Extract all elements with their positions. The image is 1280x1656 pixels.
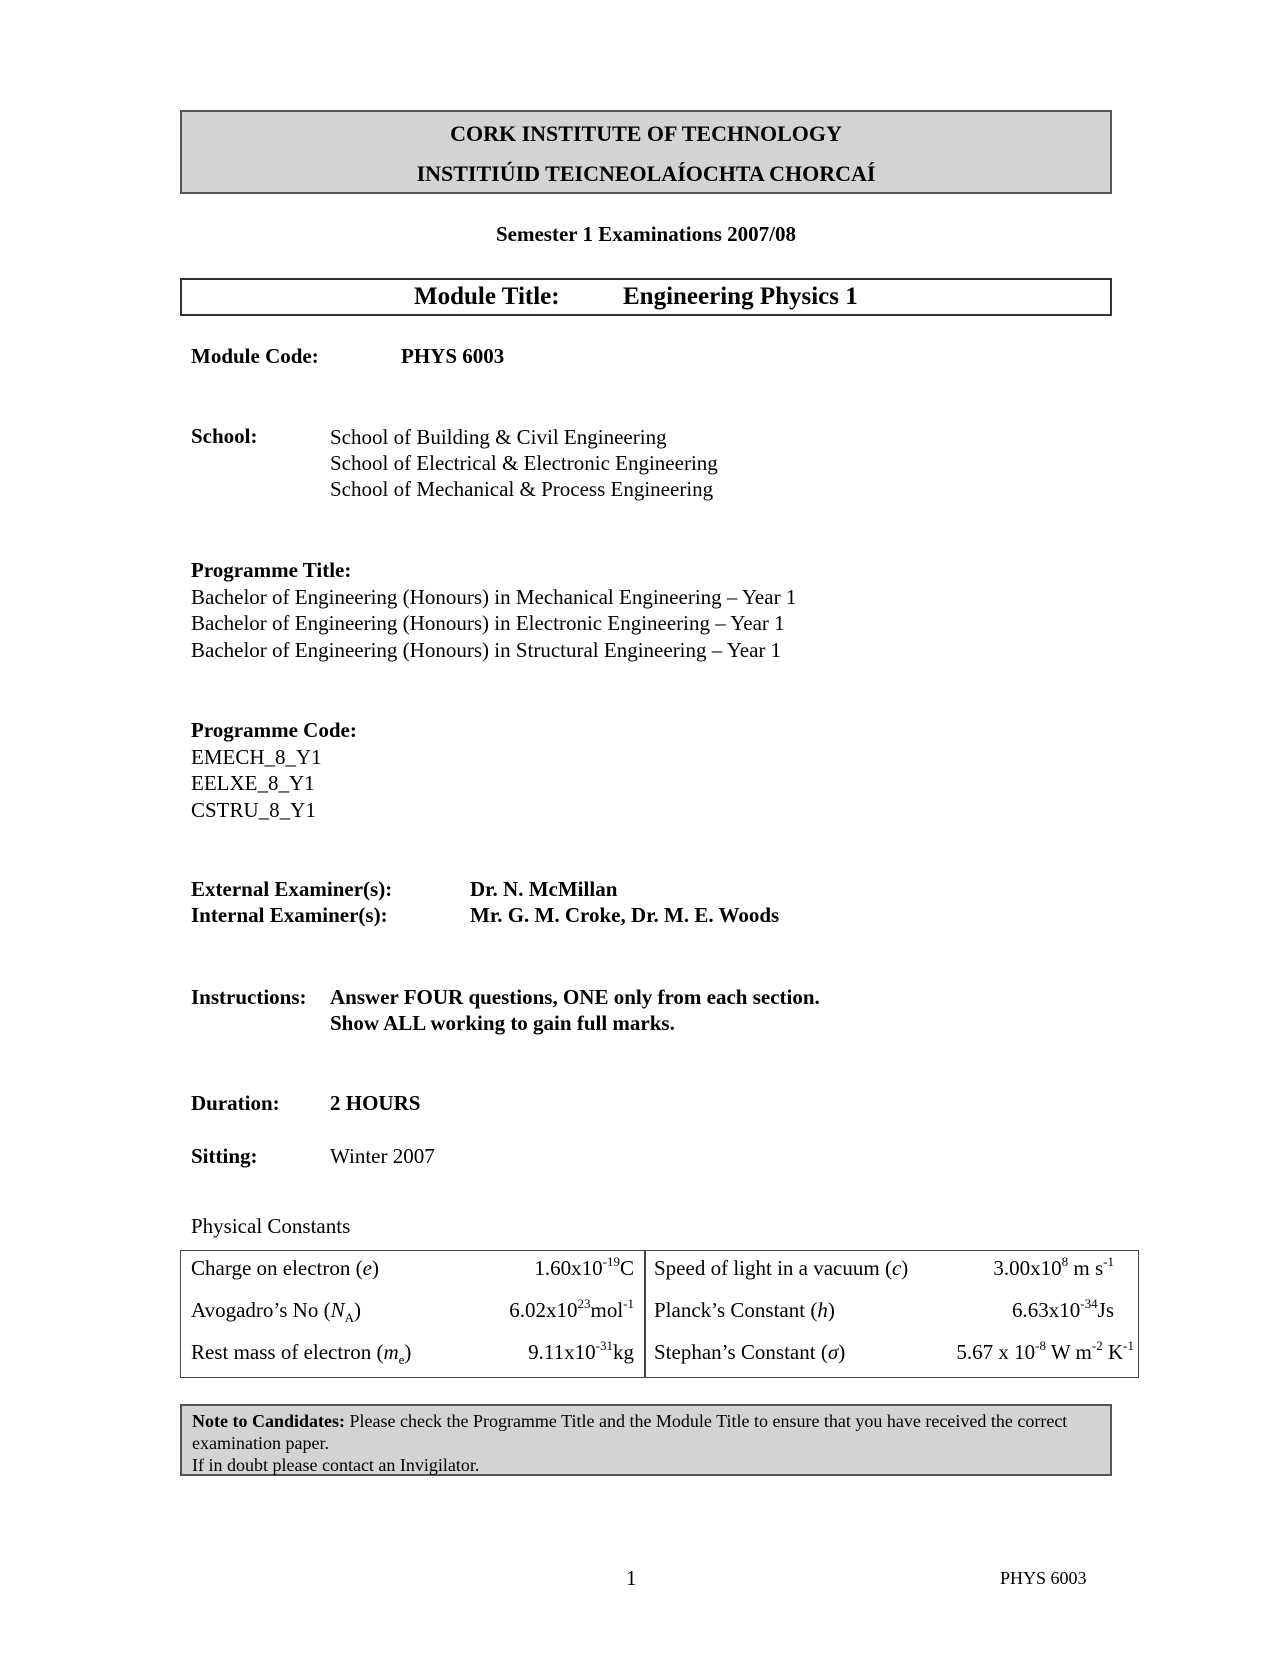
programme-code-item: CSTRU_8_Y1 bbox=[191, 797, 316, 822]
constant-name: Stephan’s Constant (σ) bbox=[654, 1340, 846, 1364]
note-text-2: If in doubt please contact an Invigilator. bbox=[192, 1455, 480, 1475]
module-title-box bbox=[180, 278, 1112, 316]
institution-name-ga: INSTITIÚID TEICNEOLAÍOCHTA CHORCAÍ bbox=[416, 161, 876, 186]
constant-name: Avogadro’s No $(N_A)$ bbox=[191, 1298, 361, 1325]
instructions-line: Show ALL working to gain full marks. bbox=[330, 1011, 675, 1035]
external-examiner-label: External Examiner(s): bbox=[191, 877, 393, 901]
programme-title-item: Bachelor of Engineering (Honours) in Mechanical Engineering – Year 1 bbox=[191, 584, 797, 609]
note-label: Note to Candidates: bbox=[192, 1411, 345, 1431]
constant-value: $1.60x10^{-19}C$ bbox=[534, 1254, 634, 1280]
external-examiner-value: Dr. N. McMillan bbox=[470, 877, 618, 901]
constant-value: $6.02x10^{23}mol^{-1}$ bbox=[509, 1296, 634, 1322]
constant-value: $3.00x10^8$ m $s^{-1}$ bbox=[993, 1254, 1114, 1280]
semester-heading: Semester 1 Examinations 2007/08 bbox=[495, 222, 797, 246]
constant-value: 5.67 x $10^{-8}$ W $m^{-2}$ $K^{-1}$ bbox=[956, 1338, 1134, 1364]
programme-code-item: EELXE_8_Y1 bbox=[191, 771, 315, 795]
school-label: School: bbox=[191, 424, 258, 448]
page-number: 1 bbox=[626, 1566, 637, 1590]
constant-name: Charge on electron (e) bbox=[191, 1256, 379, 1280]
note-to-candidates bbox=[180, 1404, 1112, 1476]
internal-examiner-value: Mr. G. M. Croke, Dr. M. E. Woods bbox=[470, 903, 780, 927]
school-item: School of Mechanical & Process Engineering bbox=[330, 477, 714, 501]
duration-value: 2 HOURS bbox=[330, 1091, 421, 1115]
module-title-value: Engineering Physics 1 bbox=[623, 283, 858, 310]
module-code-label: Module Code: bbox=[191, 344, 319, 368]
constant-name: Speed of light in a vacuum (c) bbox=[654, 1256, 909, 1280]
school-list bbox=[330, 424, 718, 502]
programme-code-item: EMECH_8_Y1 bbox=[191, 744, 322, 769]
module-title-label: Module Title: bbox=[414, 283, 560, 310]
sitting-label: Sitting: bbox=[191, 1144, 258, 1168]
module-code-value: PHYS 6003 bbox=[401, 344, 505, 368]
programme-title-item: Bachelor of Engineering (Honours) in Structural Engineering – Year 1 bbox=[191, 637, 782, 662]
programme-title-item: Bachelor of Engineering (Honours) in Electronic Engineering – Year 1 bbox=[191, 611, 785, 635]
internal-examiner-label: Internal Examiner(s): bbox=[191, 903, 388, 927]
sitting-value: Winter 2007 bbox=[330, 1144, 435, 1168]
programme-code-label: Programme Code: bbox=[191, 718, 357, 742]
constant-name: Planck’s Constant (h) bbox=[654, 1298, 835, 1322]
programme-code-section bbox=[191, 717, 357, 823]
note-text: Please check the Programme Title and the Module Title to ensure that you have received the correct examination paper. bbox=[192, 1411, 1068, 1453]
instructions-label: Instructions: bbox=[191, 985, 307, 1009]
constant-value: $9.11x10^{-31}kg$ bbox=[528, 1338, 634, 1364]
duration-label: Duration: bbox=[191, 1091, 280, 1115]
programme-title-section bbox=[191, 557, 796, 663]
constants-heading: Physical Constants bbox=[191, 1214, 351, 1238]
school-item: School of Building & Civil Engineering bbox=[330, 425, 667, 449]
programme-title-label: Programme Title: bbox=[191, 558, 352, 582]
constant-value: $6.63x10^{-34}Js$ bbox=[1012, 1296, 1114, 1322]
footer-module-code: PHYS 6003 bbox=[1000, 1568, 1087, 1588]
instructions-line: Answer FOUR questions, ONE only from each section. bbox=[330, 985, 820, 1009]
institution-name-en: CORK INSTITUTE OF TECHNOLOGY bbox=[450, 121, 842, 146]
constant-name: Rest mass of electron $(m_e)$ bbox=[191, 1340, 412, 1367]
school-item: School of Electrical & Electronic Engineering bbox=[330, 451, 718, 475]
institution-header bbox=[180, 110, 1112, 194]
constants-table-divider bbox=[644, 1250, 646, 1378]
